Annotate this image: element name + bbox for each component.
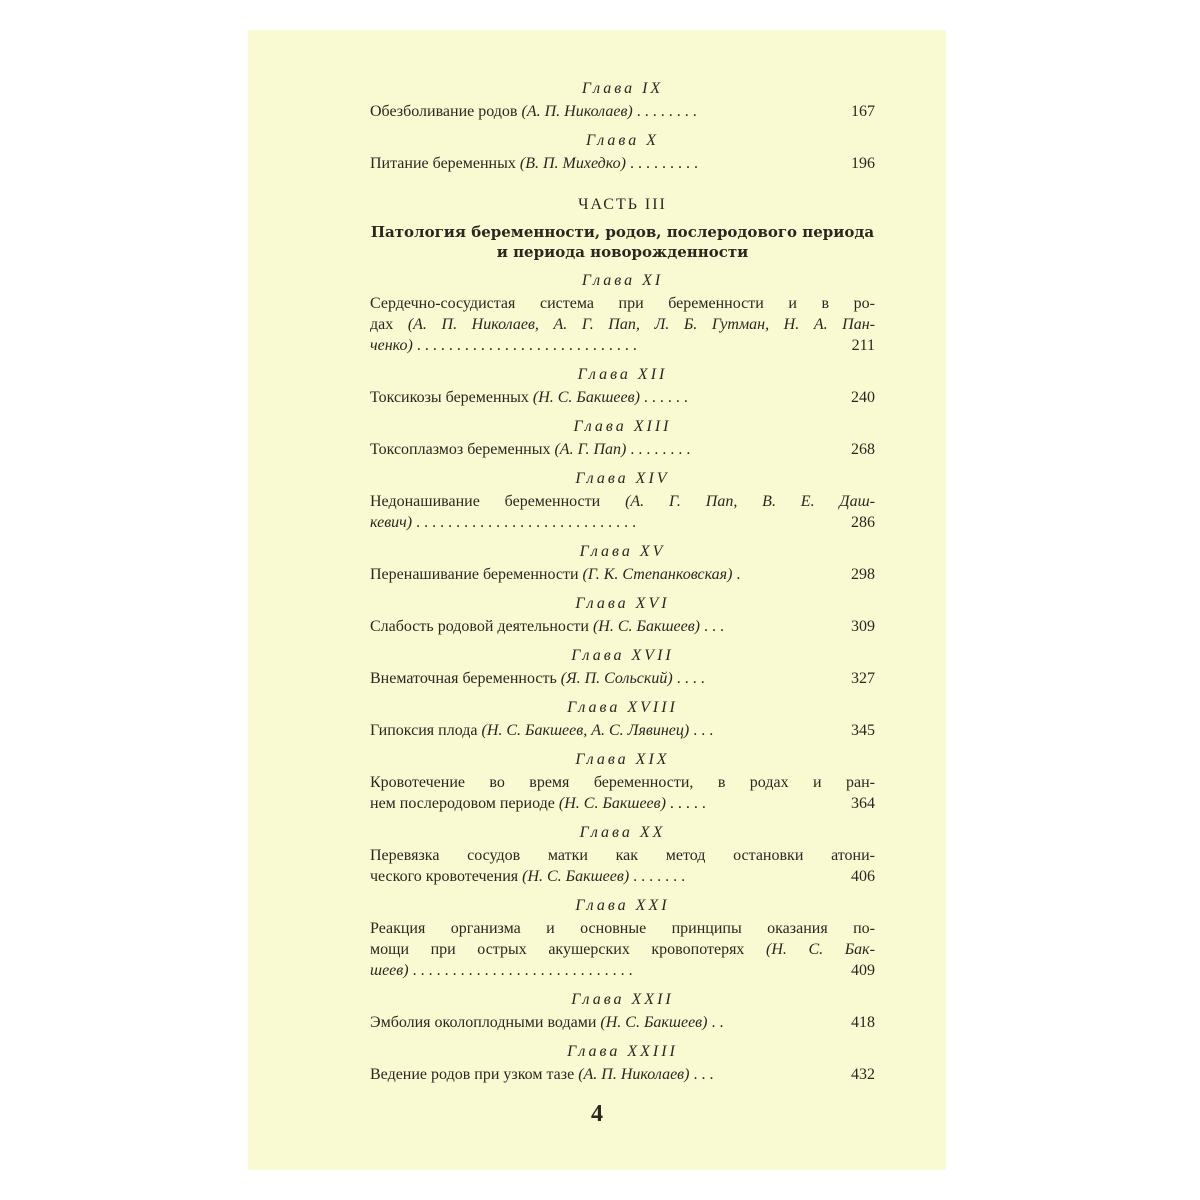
entry-author: (Н. С. Бакшеев, А. С. Лявинец) bbox=[481, 722, 690, 739]
entry-title: Перенашивание беременности bbox=[370, 566, 583, 583]
entry-line bbox=[370, 439, 875, 460]
entry-page-number: 327 bbox=[851, 670, 875, 687]
entry-title: Обезболивание родов bbox=[370, 103, 522, 120]
dot-leader: . . . . . . . . . . . . . . . . . . . . . . . . . . . . bbox=[412, 514, 637, 531]
entry-page-number: 240 bbox=[851, 389, 875, 406]
dot-leader: . . . . . . . . . bbox=[625, 155, 698, 172]
entry-title: Сердечно-сосудистая система при беременности и в ро- bbox=[370, 295, 875, 312]
entry-line bbox=[370, 335, 875, 356]
chapter-heading: Глава XXIII bbox=[567, 1043, 678, 1060]
chapter-heading: Глава X bbox=[585, 132, 660, 149]
entry-author: кевич) bbox=[370, 514, 413, 531]
toc-entry bbox=[370, 543, 875, 585]
toc-entry bbox=[370, 470, 875, 533]
entry-page-number: 309 bbox=[851, 618, 875, 635]
entry-author: (Я. П. Сольский) bbox=[560, 670, 673, 687]
entry-author: (Н. С. Бакшеев) bbox=[592, 618, 700, 635]
entry-author: (В. П. Михедко) bbox=[519, 155, 626, 172]
toc-entry bbox=[370, 751, 875, 814]
dot-leader: . . . . . bbox=[665, 795, 706, 812]
entry-line bbox=[370, 720, 875, 741]
entry-author: (А. Г. Пап) bbox=[554, 441, 627, 458]
entry-page-number: 268 bbox=[851, 441, 875, 458]
table-of-contents bbox=[370, 80, 875, 1095]
part-subtitle: Патология беременности, родов, послеродового периода bbox=[370, 223, 875, 241]
entry-line bbox=[370, 939, 875, 960]
entry-line bbox=[370, 1064, 875, 1085]
entry-line bbox=[370, 772, 875, 793]
chapter-heading: Глава XVI bbox=[575, 595, 670, 612]
entry-author: шеев) bbox=[370, 962, 409, 979]
dot-leader: . . . bbox=[689, 1066, 714, 1083]
entry-title: Кровотечение во время беременности, в родах и ран- bbox=[370, 774, 875, 791]
toc-entry bbox=[370, 132, 875, 174]
entry-page-number: 409 bbox=[851, 962, 875, 979]
chapter-heading: Глава XXII bbox=[571, 991, 674, 1008]
dot-leader: . . bbox=[707, 1014, 724, 1031]
entry-title: Гипоксия плода bbox=[370, 722, 482, 739]
entry-title: Питание беременных bbox=[370, 155, 520, 172]
entry-line bbox=[370, 960, 875, 981]
entry-line bbox=[370, 793, 875, 814]
dot-leader: . . . . . . . bbox=[629, 868, 686, 885]
entry-author: (Н. С. Бакшеев) bbox=[558, 795, 666, 812]
entry-title: Токсоплазмоз беременных bbox=[370, 441, 555, 458]
toc-entry bbox=[370, 272, 875, 356]
entry-title: Токсикозы беременных bbox=[370, 389, 533, 406]
entry-page-number: 418 bbox=[851, 1014, 875, 1031]
toc-entry bbox=[370, 80, 875, 122]
entry-page-number: 298 bbox=[851, 566, 875, 583]
entry-page-number: 432 bbox=[851, 1066, 875, 1083]
entry-author: (А. П. Николаев) bbox=[578, 1066, 690, 1083]
chapter-heading: Глава XII bbox=[577, 366, 668, 383]
chapter-heading: Глава XI bbox=[581, 272, 664, 289]
entry-line bbox=[370, 1012, 875, 1033]
dot-leader: . . . . . . . . . . . . . . . . . . . . . . . . . . . . bbox=[408, 962, 633, 979]
toc-entry bbox=[370, 595, 875, 637]
entry-page-number: 364 bbox=[851, 795, 875, 812]
part-subtitle: и периода новорожденности bbox=[496, 243, 749, 261]
entry-author: (Н. С. Бакшеев) bbox=[522, 868, 630, 885]
entry-title: нем послеродовом периоде bbox=[370, 795, 559, 812]
entry-title: Внематочная беременность bbox=[370, 670, 561, 687]
entry-page-number: 286 bbox=[851, 514, 875, 531]
entry-line bbox=[370, 616, 875, 637]
toc-entry bbox=[370, 897, 875, 981]
chapter-heading: Глава XVIII bbox=[567, 699, 678, 716]
entry-author: (А. П. Николаев, А. Г. Пап, Л. Б. Гутман, Н. А. Пан- bbox=[407, 316, 875, 333]
entry-author: (Н. С. Бакшеев) bbox=[600, 1014, 708, 1031]
entry-line bbox=[370, 866, 875, 887]
entry-author: (Н. С. Бак- bbox=[766, 941, 875, 958]
chapter-heading: Глава XX bbox=[579, 824, 666, 841]
entry-page-number: 406 bbox=[851, 868, 875, 885]
toc-entry bbox=[370, 824, 875, 887]
toc-entry bbox=[370, 366, 875, 408]
chapter-heading: Глава XIII bbox=[573, 418, 672, 435]
dot-leader: . . . bbox=[700, 618, 724, 635]
entry-author: (Г. К. Степанковская) bbox=[582, 566, 733, 583]
dot-leader: . . . . . . . . bbox=[626, 441, 691, 458]
dot-leader: . bbox=[732, 566, 741, 583]
entry-page-number: 211 bbox=[851, 337, 875, 354]
chapter-heading: Глава XIV bbox=[575, 470, 670, 487]
dot-leader: . . . . bbox=[672, 670, 705, 687]
chapter-heading: Глава XV bbox=[579, 543, 666, 560]
chapter-heading: Глава IX bbox=[581, 80, 664, 97]
entry-line bbox=[370, 918, 875, 939]
entry-line bbox=[370, 153, 875, 174]
entry-page-number: 196 bbox=[851, 155, 875, 172]
dot-leader: . . . bbox=[689, 722, 714, 739]
book-page bbox=[248, 30, 946, 1170]
entry-line bbox=[370, 564, 875, 585]
entry-line bbox=[370, 512, 875, 533]
chapter-heading: Глава XXI bbox=[575, 897, 670, 914]
toc-entry bbox=[370, 418, 875, 460]
entry-title: Ведение родов при узком тазе bbox=[370, 1066, 579, 1083]
entry-title: Слабость родовой деятельности bbox=[370, 618, 593, 635]
entry-title: Эмболия околоплодными водами bbox=[370, 1014, 601, 1031]
entry-author: (А. П. Николаев) bbox=[521, 103, 633, 120]
chapter-heading: Глава XIX bbox=[575, 751, 670, 768]
toc-entry bbox=[370, 699, 875, 741]
part-title: ЧАСТЬ III bbox=[578, 196, 667, 213]
entry-line bbox=[370, 101, 875, 122]
entry-line bbox=[370, 293, 875, 314]
entry-page-number: 345 bbox=[851, 722, 875, 739]
entry-title: Перевязка сосудов матки как метод остановки атони- bbox=[370, 847, 875, 864]
entry-line bbox=[370, 491, 875, 512]
toc-entry bbox=[370, 1043, 875, 1085]
entry-title: Реакция организма и основные принципы оказания по- bbox=[370, 920, 875, 937]
entry-author: ченко) bbox=[370, 337, 413, 354]
entry-line bbox=[370, 314, 875, 335]
dot-leader: . . . . . . . . bbox=[632, 103, 697, 120]
dot-leader: . . . . . . . . . . . . . . . . . . . . . . . . . . . . bbox=[412, 337, 637, 354]
entry-title: дах bbox=[370, 316, 408, 333]
dot-leader: . . . . . . bbox=[639, 389, 688, 406]
page-number: 4 bbox=[591, 1101, 603, 1127]
entry-line bbox=[370, 387, 875, 408]
entry-page-number: 167 bbox=[851, 103, 875, 120]
entry-title: Недонашивание беременности bbox=[370, 493, 626, 510]
toc-entry bbox=[370, 991, 875, 1033]
entry-line bbox=[370, 668, 875, 689]
entry-title: мощи при острых акушерских кровопотерях bbox=[370, 941, 767, 958]
entry-author: (Н. С. Бакшеев) bbox=[532, 389, 640, 406]
entry-author: (А. Г. Пап, В. Е. Даш- bbox=[625, 493, 876, 510]
entry-line bbox=[370, 845, 875, 866]
toc-entry bbox=[370, 647, 875, 689]
entry-title: ческого кровотечения bbox=[370, 868, 523, 885]
chapter-heading: Глава XVII bbox=[571, 647, 674, 664]
